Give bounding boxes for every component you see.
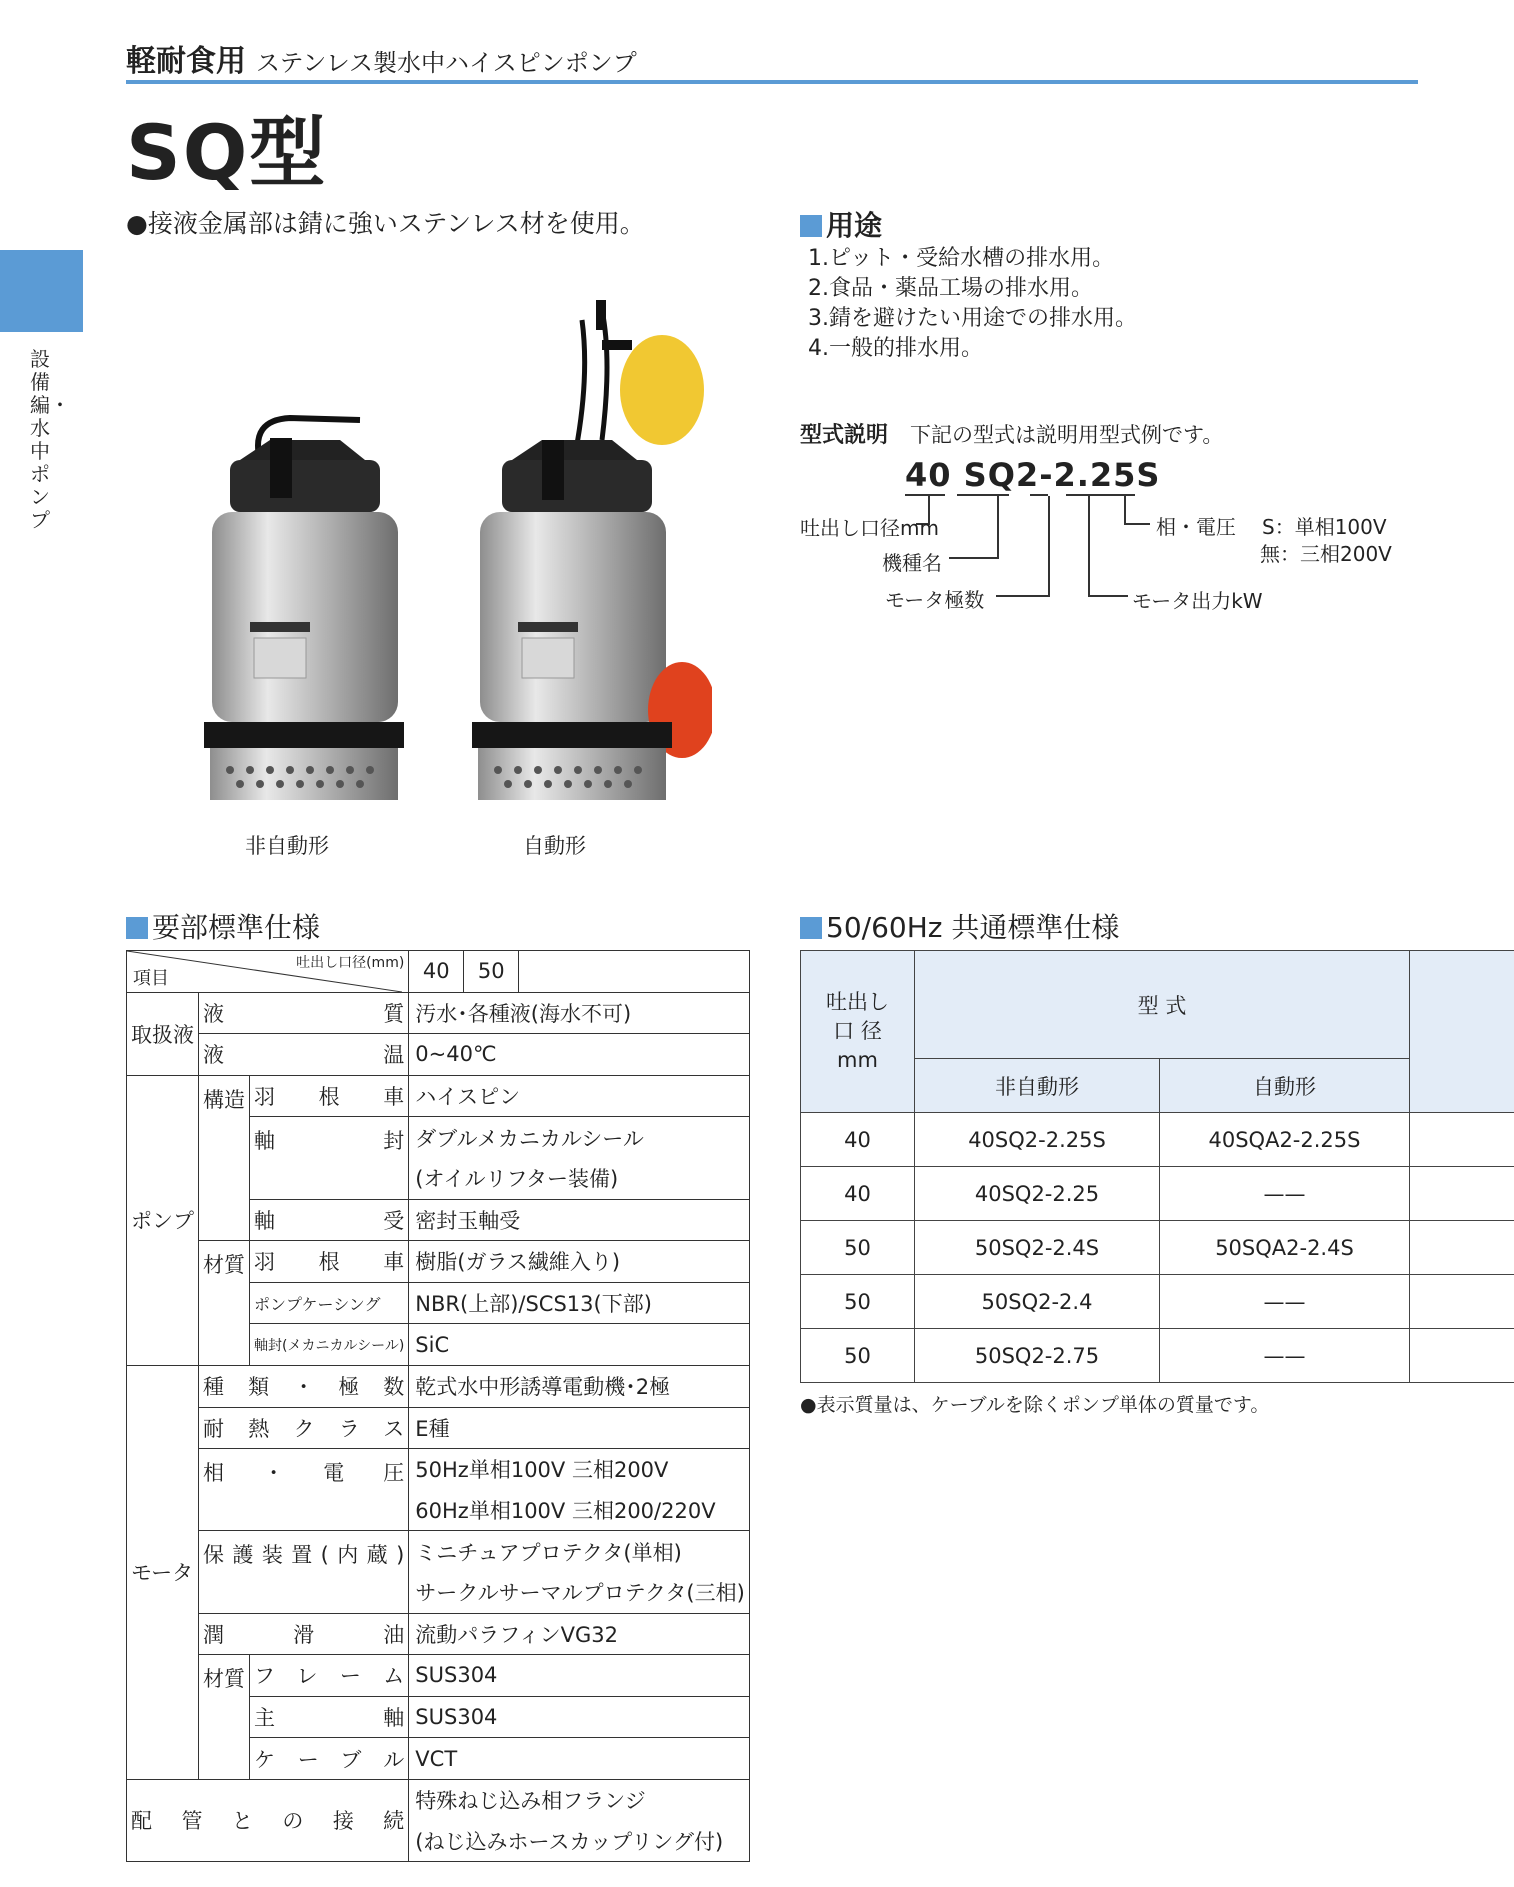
leader-line <box>1088 496 1090 596</box>
cell-non-auto: 50SQ2-2.75 <box>915 1329 1160 1383</box>
row-label: 軸封 <box>250 1117 409 1199</box>
mass-note: ●表示質量は、ケーブルを除くポンプ単体の質量です。 <box>800 1394 1270 1416</box>
row-value: (ねじ込みホースカップリング付) <box>409 1820 750 1861</box>
cell-non-auto: 40SQ2-2.25 <box>915 1167 1160 1221</box>
sub-structure: 構造 <box>199 1075 250 1240</box>
label-machine: 機種名 <box>882 551 942 575</box>
header-outlet-cell <box>801 951 915 1113</box>
group-motor: モータ <box>127 1365 199 1779</box>
cell-size: 40 <box>801 1113 915 1167</box>
row-label: 種類・極数 <box>199 1365 409 1407</box>
subtitle: ステンレス製水中ハイスピンポンプ <box>256 49 637 77</box>
use-item: 3.錆を避けたい用途での排水用。 <box>808 306 1137 331</box>
leader-line <box>1124 496 1126 524</box>
feature-text: ●接液金属部は錆に強いステンレス材を使用。 <box>126 209 645 238</box>
model-explanation-header <box>800 418 1223 449</box>
row-value: 流動パラフィンVG32 <box>409 1613 750 1655</box>
row-label: 液質 <box>199 992 409 1034</box>
cell-non-auto: 50SQ2-2.4 <box>915 1275 1160 1329</box>
cell-auto: —— <box>1160 1275 1410 1329</box>
header-item: 項目 <box>133 967 169 989</box>
spec-title <box>126 906 320 946</box>
row-value: NBR(上部)/SCS13(下部) <box>409 1282 750 1324</box>
row-value: 汚水･各種液(海水不可) <box>409 992 750 1034</box>
size-50: 50 <box>464 951 519 993</box>
row-value: 密封玉軸受 <box>409 1199 750 1241</box>
group-liquid: 取扱液 <box>127 992 199 1075</box>
sub-material: 材質 <box>199 1241 250 1366</box>
row-label: ポンプケーシング <box>250 1282 409 1324</box>
cell-auto: —— <box>1160 1329 1410 1383</box>
cell-auto: —— <box>1160 1167 1410 1221</box>
row-value: E種 <box>409 1407 750 1449</box>
row-label: 保護装置(内蔵) <box>199 1531 409 1613</box>
header-outlet-line: 吐出し <box>826 990 889 1014</box>
row-label: 配管との接続 <box>127 1779 409 1861</box>
row-label: 軸封(メカニカルシール) <box>250 1324 409 1366</box>
caption-auto: 自動形 <box>523 834 586 858</box>
use-item: 1.ピット・受給水槽の排水用。 <box>808 246 1115 271</box>
sub-material-motor: 材質 <box>199 1655 250 1780</box>
section-square-icon <box>800 917 822 939</box>
use-item: 2.食品・薬品工場の排水用。 <box>808 276 1093 301</box>
page-header <box>126 36 637 80</box>
row-value: (オイルリフター装備) <box>409 1158 750 1199</box>
row-label: ケーブル <box>250 1738 409 1780</box>
code-underline <box>905 494 945 496</box>
leader-line <box>949 557 999 559</box>
row-value: SUS304 <box>409 1696 750 1738</box>
spec-title-label: 要部標準仕様 <box>152 911 321 944</box>
row-value: サークルサーマルプロテクタ(三相) <box>409 1572 750 1613</box>
cell-extra <box>1410 1329 1514 1383</box>
group-pump: ポンプ <box>127 1075 199 1365</box>
row-value: VCT <box>409 1738 750 1780</box>
header-extra-cell <box>1410 951 1514 1113</box>
model-title: SQ型 <box>126 108 328 197</box>
model-code-example: 40 SQ2-2.25S <box>905 456 1161 494</box>
header-diagonal-cell <box>127 951 409 993</box>
cell-size: 40 <box>801 1167 915 1221</box>
size-40: 40 <box>409 951 464 993</box>
cell-extra <box>1410 1275 1514 1329</box>
leader-line <box>1048 496 1050 596</box>
pump-non-auto-image <box>190 400 410 820</box>
section-square-icon <box>800 215 822 237</box>
common-title <box>800 906 1119 946</box>
model-explanation-note: 下記の型式は説明用型式例です。 <box>910 423 1224 447</box>
leader-line <box>1124 523 1150 525</box>
header-rule <box>126 80 1418 84</box>
row-value: 60Hz単相100V 三相200/220V <box>409 1490 750 1531</box>
model-explanation-title: 型式説明 <box>800 423 889 448</box>
cell-size: 50 <box>801 1275 915 1329</box>
common-spec-table <box>800 950 1514 1383</box>
row-label: 主軸 <box>250 1696 409 1738</box>
side-tab-marker <box>0 250 83 332</box>
row-label: 羽根車 <box>250 1075 409 1117</box>
row-label: フレーム <box>250 1655 409 1697</box>
label-phase: 相・電圧 <box>1156 515 1236 539</box>
row-value: 乾式水中形誘導電動機･2極 <box>409 1365 750 1407</box>
label-phase-none: 無：三相200V <box>1260 542 1392 566</box>
row-label: 液温 <box>199 1034 409 1076</box>
row-label: 羽根車 <box>250 1241 409 1283</box>
header-model: 型 式 <box>915 951 1410 1059</box>
common-title-label: 50/60Hz 共通標準仕様 <box>826 911 1120 944</box>
cell-non-auto: 40SQ2-2.25S <box>915 1113 1160 1167</box>
header-outlet-line: mm <box>837 1048 878 1072</box>
row-value: 50Hz単相100V 三相200V <box>409 1449 750 1490</box>
header-auto: 自動形 <box>1160 1059 1410 1113</box>
row-label: 相・電圧 <box>199 1449 409 1531</box>
header-outlet: 吐出し口径(mm) <box>296 955 405 971</box>
pump-auto-image <box>462 300 712 820</box>
label-poles: モータ極数 <box>885 588 985 612</box>
use-item: 4.一般的排水用。 <box>808 336 983 361</box>
cell-non-auto: 50SQ2-2.4S <box>915 1221 1160 1275</box>
cell-extra <box>1410 1113 1514 1167</box>
uses-title <box>800 204 882 244</box>
row-label: 潤滑油 <box>199 1613 409 1655</box>
empty-cell <box>519 951 750 993</box>
cell-extra <box>1410 1221 1514 1275</box>
row-value: 0~40℃ <box>409 1034 750 1076</box>
label-output: モータ出力kW <box>1132 589 1263 613</box>
label-outlet: 吐出し口径mm <box>800 516 939 540</box>
section-square-icon <box>126 917 148 939</box>
uses-title-label: 用途 <box>826 209 883 242</box>
header-outlet-line: 口 径 <box>833 1019 882 1043</box>
row-value: ミニチュアプロテクタ(単相) <box>409 1531 750 1572</box>
header-non-auto: 非自動形 <box>915 1059 1160 1113</box>
spec-table <box>126 950 750 1862</box>
row-value: 特殊ねじ込み相フランジ <box>409 1779 750 1820</box>
leader-line <box>996 595 1050 597</box>
cell-size: 50 <box>801 1329 915 1383</box>
category-title: 軽耐食用 <box>126 44 246 79</box>
caption-non-auto: 非自動形 <box>245 834 329 858</box>
side-tab-label: 設備編・水中ポンプ <box>30 347 70 532</box>
leader-line <box>997 496 999 558</box>
cell-extra <box>1410 1167 1514 1221</box>
cell-size: 50 <box>801 1221 915 1275</box>
row-value: 樹脂(ガラス繊維入り) <box>409 1241 750 1283</box>
row-label: 耐熱クラス <box>199 1407 409 1449</box>
row-label: 軸受 <box>250 1199 409 1241</box>
leader-line <box>1088 595 1128 597</box>
label-phase-s: S：単相100V <box>1262 515 1387 539</box>
row-value: ダブルメカニカルシール <box>409 1117 750 1158</box>
code-underline <box>957 494 1009 496</box>
row-value: SiC <box>409 1324 750 1366</box>
cell-auto: 40SQA2-2.25S <box>1160 1113 1410 1167</box>
cell-auto: 50SQA2-2.4S <box>1160 1221 1410 1275</box>
row-value: SUS304 <box>409 1655 750 1697</box>
code-underline <box>1030 494 1048 496</box>
row-value: ハイスピン <box>409 1075 750 1117</box>
